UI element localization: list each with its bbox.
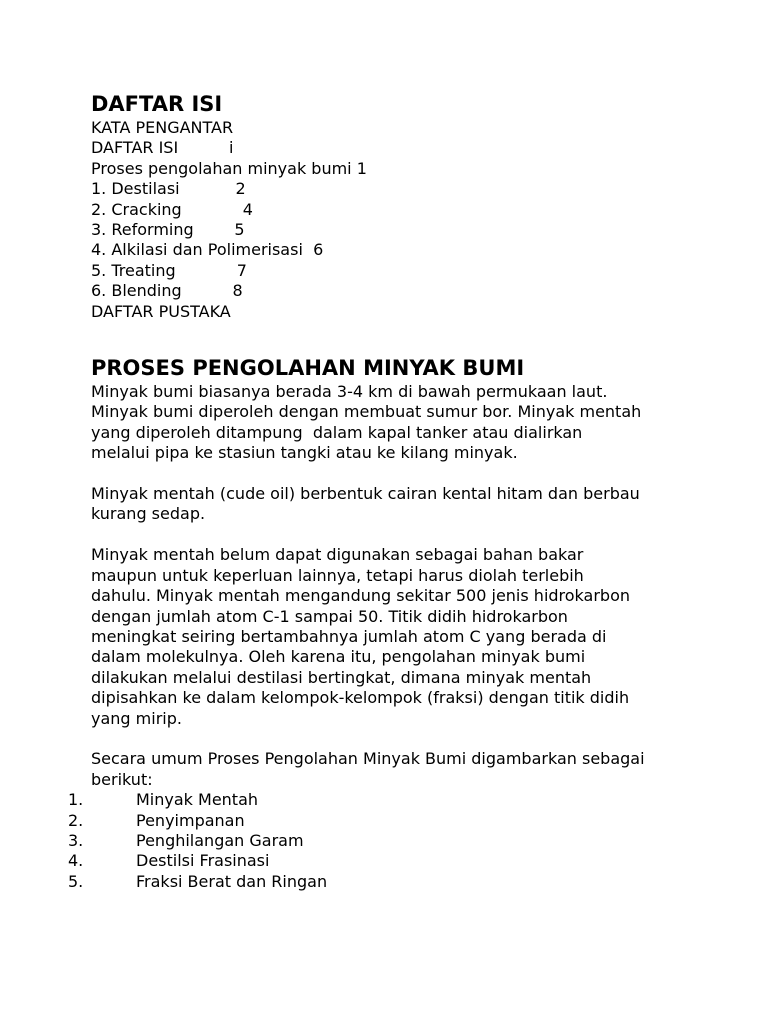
paragraph [91,749,691,790]
list-item-number: 3. [68,830,84,850]
paragraph-line: maupun untuk keperluan lainnya, tetapi harus diolah terlebih [91,565,584,585]
paragraph-line: melalui pipa ke stasiun tangki atau ke kilang minyak. [91,443,518,463]
paragraph-line: yang mirip. [91,708,182,728]
paragraph-line: dilakukan melalui destilasi bertingkat, dimana minyak mentah [91,667,592,687]
paragraph-line: yang diperoleh ditampung dalam kapal tanker atau dialirkan [91,422,583,442]
paragraph-line: Minyak mentah belum dapat digunakan sebagai bahan bakar [91,545,584,565]
section-heading: PROSES PENGOLAHAN MINYAK BUMI [91,356,525,381]
paragraph-line: Minyak bumi biasanya berada 3-4 km di bawah permukaan laut. [91,382,608,402]
document-content [68,90,691,892]
list-item-number: 5. [68,871,84,891]
paragraph [91,484,691,525]
list-item-number: 1. [68,790,84,810]
list-item [0,872,700,892]
list-item-number: 2. [68,810,84,830]
list-item [0,790,700,810]
paragraph-line: berikut: [91,769,153,789]
paragraph-line: kurang sedap. [91,504,206,524]
paragraph-line: Minyak mentah (cude oil) berbentuk cairan kental hitam dan berbau [91,484,640,504]
toc-line: 2. Cracking 4 [91,199,253,219]
toc-line: 6. Blending 8 [91,281,243,301]
toc-line: DAFTAR ISI i [91,138,234,158]
paragraph-line: meningkat seiring bertambahnya jumlah atom C yang berada di [91,626,607,646]
list-item [0,831,700,851]
toc-line: KATA PENGANTAR [91,118,234,137]
paragraph [91,545,691,729]
toc-line: DAFTAR PUSTAKA [91,301,231,321]
list-item [0,851,700,871]
toc-line: 1. Destilasi 2 [91,179,246,199]
list-item-text: Fraksi Berat dan Ringan [136,871,328,891]
toc-heading: DAFTAR ISI [91,92,223,116]
list-item-text: Minyak Mentah [136,790,259,810]
list-item [0,811,700,831]
list-item-text: Penyimpanan [136,810,245,830]
paragraph-line: Secara umum Proses Pengolahan Minyak Bumi digambarkan sebagai [91,749,645,769]
numbered-list [0,790,700,892]
list-item-number: 4. [68,851,84,871]
list-item-text: Penghilangan Garam [136,830,304,850]
paragraph-line: dipisahkan ke dalam kelompok-kelompok (fraksi) dengan titik didih [91,688,630,708]
list-item-text: Destilsi Frasinasi [136,851,270,871]
paragraph-line: dengan jumlah atom C-1 sampai 50. Titik didih hidrokarbon [91,606,568,626]
paragraph [91,382,691,464]
toc-list [91,118,691,322]
toc-line: Proses pengolahan minyak bumi 1 [91,158,367,178]
paragraph-line: dalam molekulnya. Oleh karena itu, pengolahan minyak bumi [91,647,586,667]
toc-line: 3. Reforming 5 [91,220,245,240]
paragraph-line: Minyak bumi diperoleh dengan membuat sumur bor. Minyak mentah [91,402,642,422]
toc-line: 5. Treating 7 [91,260,247,280]
toc-line: 4. Alkilasi dan Polimerisasi 6 [91,240,324,260]
paragraph-line: dahulu. Minyak mentah mengandung sekitar 500 jenis hidrokarbon [91,586,631,606]
